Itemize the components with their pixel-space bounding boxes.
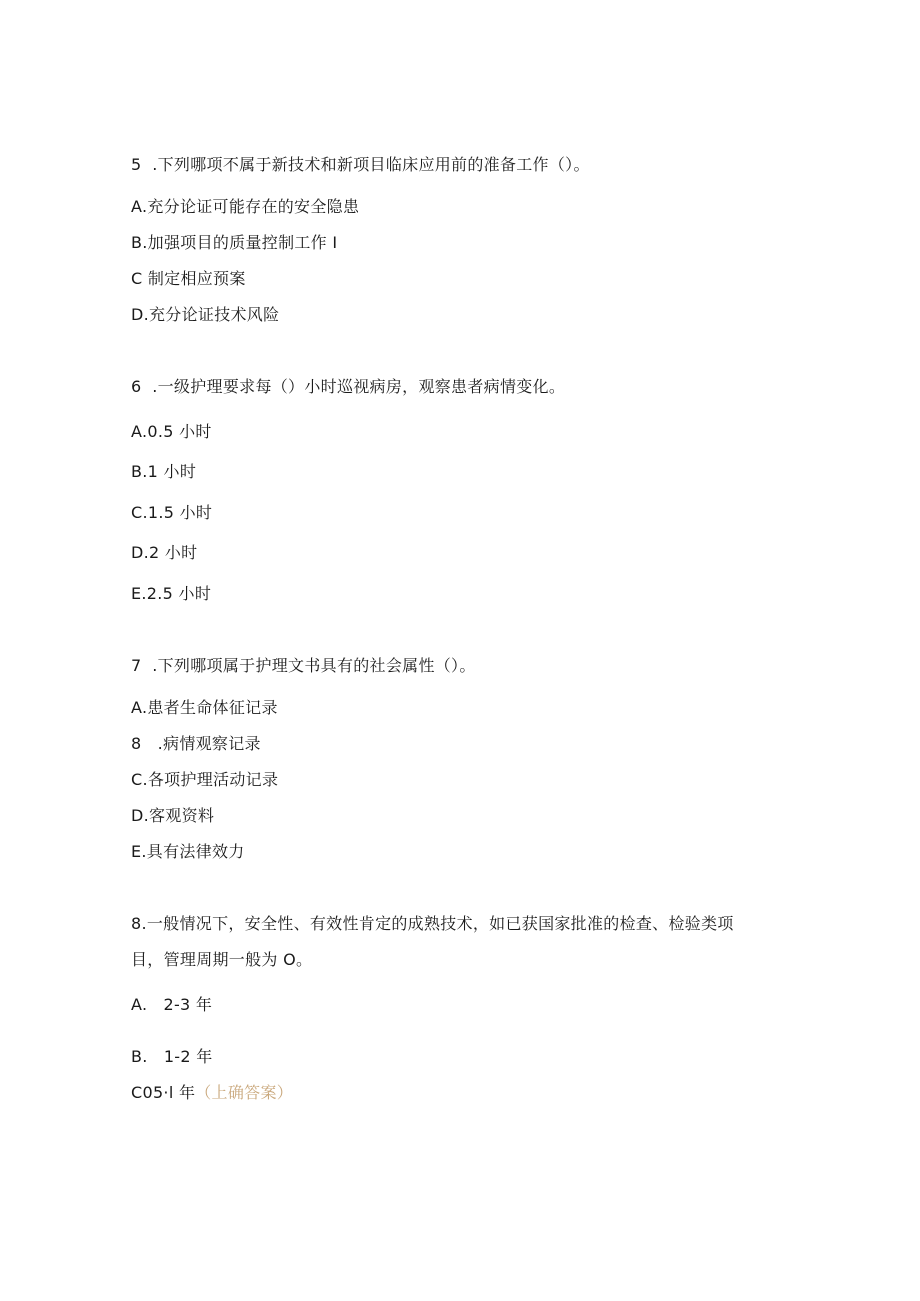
question-6-option-d: D.2 小时: [131, 543, 198, 562]
question-7-stem: 7 .下列哪项属于护理文书具有的社会属性（）。: [131, 656, 476, 675]
question-8-stem-line-1: 8.一般情况下，安全性、有效性肯定的成熟技术，如已获国家批准的检查、检验类项: [131, 914, 734, 933]
question-5-stem: 5 .下列哪项不属于新技术和新项目临床应用前的准备工作（）。: [131, 155, 590, 174]
question-6-option-b: B.1 小时: [131, 462, 197, 481]
question-8-option-c: [131, 1083, 293, 1103]
question-7-option-d: D.客观资料: [131, 806, 215, 825]
question-5-option-b: B.加强项目的质量控制工作 I: [131, 233, 338, 252]
question-6-option-e: E.2.5 小时: [131, 584, 212, 603]
question-6-stem: 6 .一级护理要求每（）小时巡视病房，观察患者病情变化。: [131, 377, 566, 396]
question-5-option-c: C 制定相应预案: [131, 269, 246, 288]
question-5-option-a: A.充分论证可能存在的安全隐患: [131, 197, 360, 216]
question-7-option-b: 8 .病情观察记录: [131, 734, 261, 753]
question-6-option-a: A.0.5 小时: [131, 422, 212, 441]
question-8-option-c-text: C05·l 年: [131, 1083, 196, 1102]
question-8-option-b: B. 1-2 年: [131, 1047, 213, 1066]
question-7-option-c: C.各项护理活动记录: [131, 770, 279, 789]
question-8-option-a: A. 2-3 年: [131, 995, 213, 1014]
question-6-option-c: C.1.5 小时: [131, 503, 213, 522]
question-5-option-d: D.充分论证技术风险: [131, 305, 280, 324]
answer-hint: （上确答案）: [195, 1083, 294, 1102]
question-8-stem-line-2: 目，管理周期一般为 O。: [131, 950, 313, 969]
question-7-option-a: A.患者生命体征记录: [131, 698, 278, 717]
question-7-option-e: E.具有法律效力: [131, 842, 245, 861]
